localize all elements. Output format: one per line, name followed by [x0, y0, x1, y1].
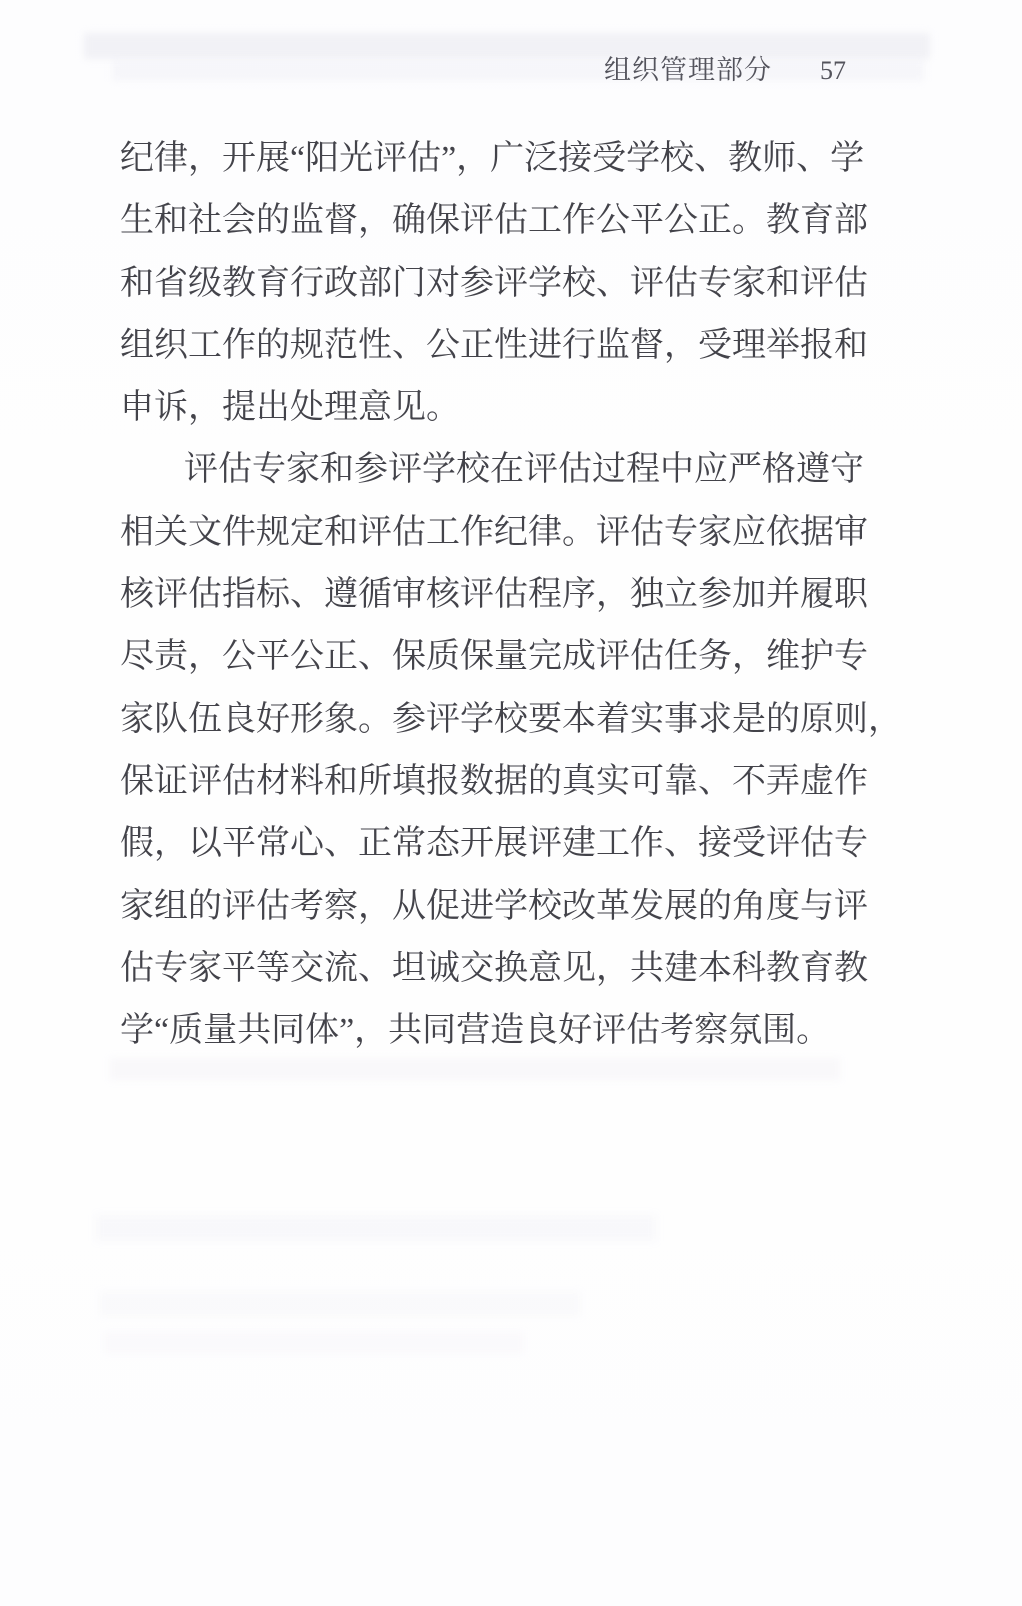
text-line: 保证评估材料和所填报数据的真实可靠、不弄虚作	[120, 762, 868, 800]
bleed-through-artifact	[104, 1332, 524, 1354]
text-line: 尽责，公平公正、保质保量完成评估任务，维护专	[120, 638, 868, 676]
running-head	[120, 48, 846, 87]
text-line: 评估专家和参评学校在评估过程中应严格遵守	[184, 451, 864, 489]
text-line: 纪律，开展“阳光评估”，广泛接受学校、教师、学	[120, 140, 865, 177]
text-line: 家组的评估考察，从促进学校改革发展的角度与评	[120, 887, 868, 925]
bleed-through-artifact	[100, 1292, 580, 1316]
text-line: 家队伍良好形象。参评学校要本着实事求是的原则，	[120, 700, 902, 738]
bleed-through-artifact	[96, 1215, 656, 1241]
text-line: 估专家平等交流、坦诚交换意见，共建本科教育教	[120, 949, 868, 987]
text-line: 生和社会的监督，确保评估工作公平公正。教育部	[120, 202, 868, 240]
page-number: 57	[820, 56, 846, 85]
text-line: 假，以平常心、正常态开展评建工作、接受评估专	[120, 825, 868, 863]
text-line: 组织工作的规范性、公正性进行监督，受理举报和	[120, 326, 868, 364]
page-body-text	[120, 128, 902, 1062]
text-line: 申诉，提出处理意见。	[120, 389, 460, 427]
section-title: 组织管理部分	[604, 55, 772, 85]
text-line: 学“质量共同体”，共同营造良好评估考察氛围。	[120, 1012, 831, 1050]
text-line: 相关文件规定和评估工作纪律。评估专家应依据审	[120, 513, 868, 551]
text-line: 和省级教育行政部门对参评学校、评估专家和评估	[120, 264, 868, 302]
text-line: 核评估指标、遵循审核评估程序，独立参加并履职	[120, 576, 868, 614]
